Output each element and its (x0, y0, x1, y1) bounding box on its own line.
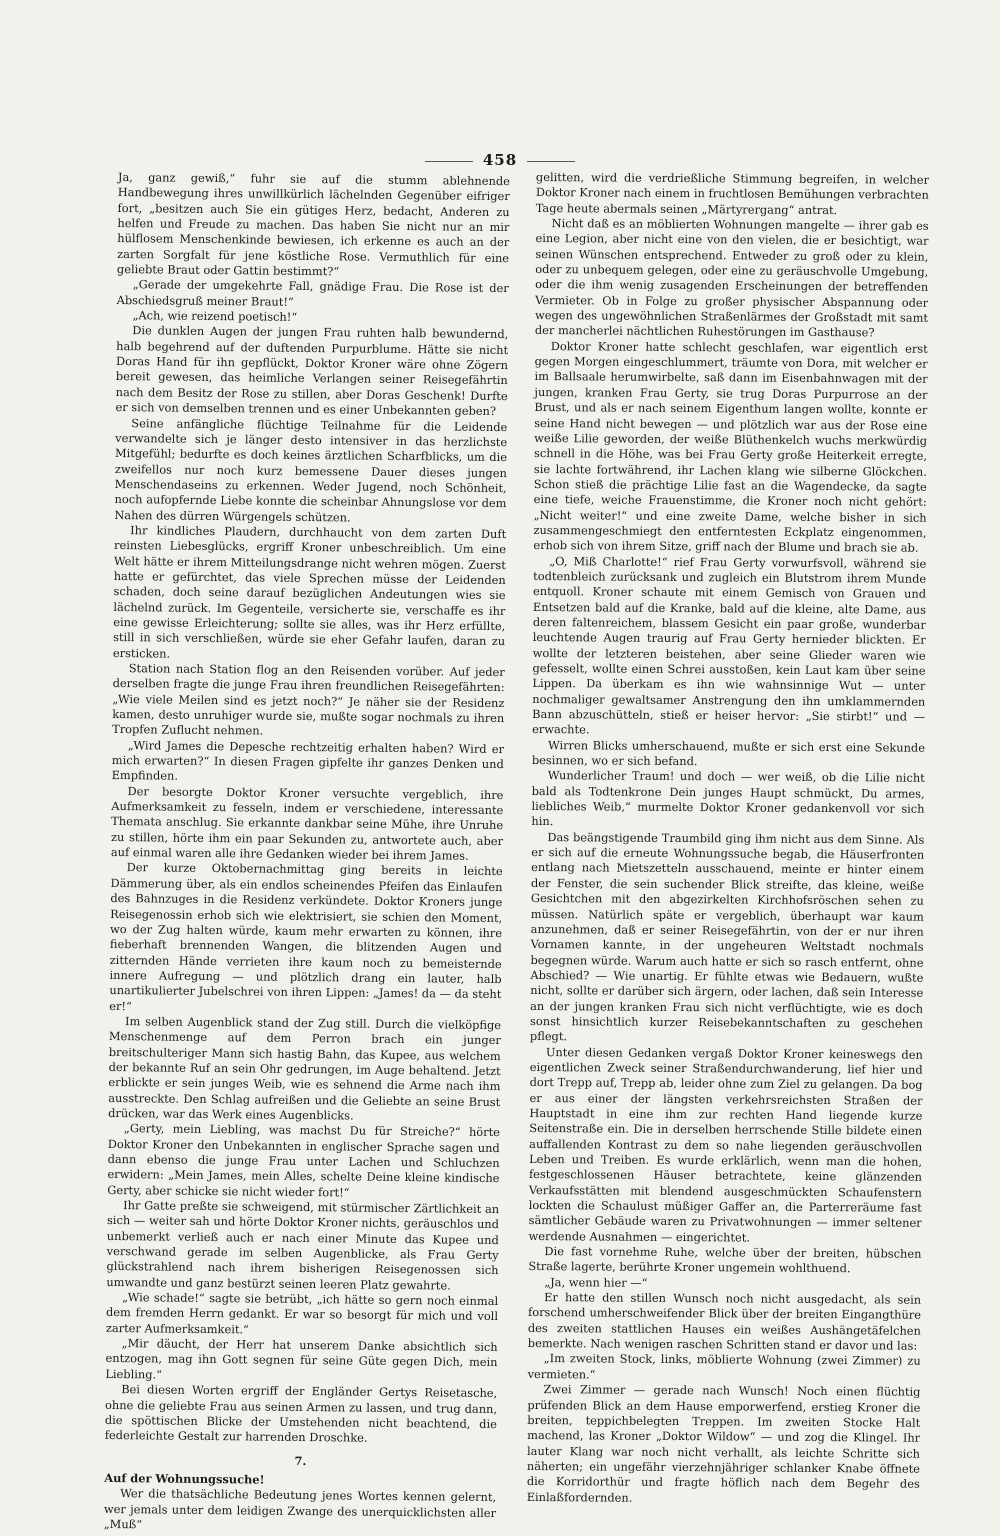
paragraph: Die fast vornehme Ruhe, welche über der breiten, hübschen Straße lagerte, berührte Kroner ungemein wohlthuend. (528, 1244, 922, 1276)
paragraph: Ihr kindliches Plaudern, durchhaucht von dem zarten Duft reinsten Liebesglücks, ergriff Kroner unbeschreiblich. Um eine Welt hätte er ihrem Mitteilungsdrange nicht wehren mögen. Zuerst hatte er gefürchtet, das viele Sprechen müsse der Leidenden schaden, doch seine darauf bezüglichen Andeutungen wies sie lächelnd zurück. Im Gegenteile, versicherte sie, verschaffe es ihr eine gewisse Erleichterung; sollte sie alles, was ihr Herz erfüllte, still in sich verschließen, würde sie eher Gefahr laufen, daran zu ersticken. (112, 523, 507, 661)
paragraph: „Gerade der umgekehrte Fall, gnädige Frau. Die Rose ist der Abschiedsgruß meiner Braut!“ (116, 277, 509, 309)
paragraph: Doktor Kroner hatte schlecht geschlafen, war eigentlich erst gegen Morgen eingeschlummert, träumte von Dora, mit welcher er im Ballsaale herumwirbelte, saß dann im Eisenbahnwagen mit der jungen, kranken Frau Gerty, sie trug Doras Purpurrose an der Brust, und als er nach seinem Eigenthum langen wollte, konnte er seine Hand nicht bewegen — und plötzlich war aus der Rose eine weiße Lilie geworden, der weiße Blüthenkelch wuchs merkwürdig schnell in die Höhe, was bei Frau Gerty große Heiterkeit erregte, sie lachte fortwährend, ihr Lachen klang wie silberne Glöckchen. Schon stieß die prächtige Lilie fast an die Wagendecke, da sagte eine tiefe, weiche Frauenstimme, die Kroner noch nicht gehört: „Nicht weiter!“ und eine zweite Dame, welche bisher in sich zusammengeschmiegt den entferntesten Eckplatz eingenommen, erhob sich von ihrem Sitze, griff nach der Blume und brach sie ab. (533, 338, 928, 555)
paragraph: Im selben Augenblick stand der Zug still. Durch die vielköpfige Menschenmenge auf dem Perron brach ein junger breitschulteriger Mann sich hastig Bahn, das Kupee, aus welchem der bekannte Ruf an sein Ohr gedrungen, im Auge behaltend. Jetzt erblickte er sein junges Weib, wie es sehnend die Arme nach ihm ausstreckte. Den Schlag aufreißen und die Geliebte an seine Brust drücken, war das Werk eines Augenblicks. (108, 1014, 502, 1123)
paragraph: Ja, ganz gewiß,“ fuhr sie auf die stumm ablehnende Handbewegung ihres unwillkürlich lächelnden Gegenüber eifriger fort, „besitzen auch Sie ein gütiges Herz, bedacht, Anderen zu helfen und Freude zu machen. Das haben Sie nicht nur an mir hülflosem Menschenkinde bewiesen, ich erkenne es auch an der zarten Sorgfalt für jene köstliche Rose. Vermuthlich für eine geliebte Braut oder Gattin bestimmt?“ (116, 170, 510, 279)
paragraph: Station nach Station flog an den Reisenden vorüber. Auf jeder derselben fragte die junge Frau ihren freundlichen Reisegefährten: „Wie viele Meilen sind es jetzt noch?“ Je näher sie der Residenz kamen, desto unruhiger wurde sie, mußte sogar nochmals zu ihren Tropfen Zuflucht nehmen. (112, 661, 505, 738)
paragraph: Das beängstigende Traumbild ging ihm nicht aus dem Sinne. Als er sich auf die erneute Wohnungssuche begab, die Häuserfronten entlang nach Mietszetteln ausschauend, meinte er hinter einem der Fenster, die sein suchender Blick streifte, das kleine, weiße Gesichtchen mit den abgezirkelten Kirchhofsröschen sehen zu müssen. Natürlich späte er vergeblich, überhaupt war kaum anzunehmen, daß er seiner Reisegefährtin, von der er nur ihren Vornamen kannte, in der ungeheuren Weltstadt nochmals begegnen würde. Warum auch hatte er sich so rasch entfernt, ohne Abschied? — Wie unartig. Er fühlte etwas wie Bedauern, wußte nicht, sollte er darüber sich ärgern, oder lachen, daß sein Interesse an der jungen kranken Frau sich nicht verflüchtigte, wie es doch sonst hinsichtlich kurzer Reisebekanntschaften zu geschehen pflegt. (529, 829, 925, 1044)
page-number: 458 (0, 151, 1000, 169)
paragraph: Wunderlicher Traum! und doch — wer weiß, ob die Lilie nicht bald als Todtenkrone Dein junges Haupt schmückt, Du armes, liebliches Weib,“ murmelte Doktor Kroner gedankenvoll vor sich hin. (531, 768, 925, 829)
right-column (526, 170, 929, 1505)
paragraph: Seine anfängliche flüchtige Teilnahme für die Leidende verwandelte sich je länger desto intensiver in das herzlichste Mitgefühl; bedurfte es doch keines ärztlichen Scharfblicks, um die zweifellos nur noch kurz bemessene Dauer dieses jungen Menschendaseins zu erkennen. Weder Jugend, noch Schönheit, noch aufopfernde Liebe konnte die scheinbar Ahnungslose vor dem Nahen des dürren Würgengels schützen. (114, 415, 508, 525)
paragraph: Er hatte den stillen Wunsch noch nicht ausgedacht, als sein forschend umherschweifender Blick über der breiten Eingangthüre des zweiten stattlichen Hauses ein weißes Aushängetäfelchen bemerkte. Nach wenigen raschen Schritten stand er davor und las: (527, 1290, 922, 1353)
paragraph: Unter diesen Gedanken vergaß Doktor Kroner keineswegs den eigentlichen Zweck seiner Straßendurchwanderung, lief hier und dort Trepp auf, Trepp ab, leider ohne zum Ziel zu gelangen. Da bog er aus einer der längsten verkehrsreichsten Straßen der Hauptstadt in eine ihm zur rechten Hand liegende kurze Seitenstraße ein. Die in derselben herrschende Stille bildete einen auffallenden Kontrast zu dem so nahe liegenden geräuschvollen Leben und Treiben. Es wurde erklärlich, wenn man die hohen, festgeschlossenen Häuser betrachtete, keine glänzenden Verkaufsstätten mit blendend ausgeschmückten Schaufenstern lockten die Schaulust müßiger Gaffer an, die Parterreräume fast sämtlicher Gebäude waren zu Privatwohnungen — immer seltener werdende Ausnahmen — eingerichtet. (528, 1044, 923, 1245)
paragraph: gelitten, wird die verdrießliche Stimmung begreifen, in welcher Doktor Kroner nach einem in fruchtlosen Bemühungen verbrachten Tage heute abermals seinen „Märtyrergang“ antrat. (535, 170, 929, 217)
paragraph: „Ja, wenn hier —“ (544, 1274, 648, 1290)
paragraph: Die dunklen Augen der jungen Frau ruhten halb bewundernd, halb begehrend auf der duftenden Purpurblume. Hätte sie nicht Doras Hand für ihn gepflückt, Doktor Kroner wäre ohne Zögern bereit gewesen, das heimliche Verlangen seiner Reisegefährtin nach dem Besitz der Rose zu stillen, aber Doras Geschenk! Durfte er sich von demselben trennen und es einer Unbekannten geben? (115, 323, 509, 419)
paragraph: „O, Miß Charlotte!“ rief Frau Gerty vorwurfsvoll, während sie todtenbleich zurücksank und zugleich ein Blutstrom ihrem Munde entquoll. Kroner schaute mit einem Gemisch von Grauen und Entsetzen bald auf die Kranke, bald auf die kleine, alte Dame, aus deren faltenreichem, blassem Gesicht ein paar große, wunderbar leuchtende Augen traurig auf Frau Gerty hernieder blickten. Er wollte der letzteren beistehen, aber seine Glieder waren wie gefesselt, wollte einen Schrei ausstoßen, kein Laut kam über seine Lippen. Da überkam es ihn wie wahnsinnige Wut — unter nochmaliger gewaltsamer Anstrengung den ihn umklammernden Bann abzuschütteln, stieß er heiser hervor: „Sie stirbt!“ und — erwachte. (532, 553, 927, 737)
paragraph: Wirren Blicks umherschauend, mußte er sich erst eine Sekunde besinnen, wo er sich befand. (531, 737, 926, 769)
paragraph: Der besorgte Doktor Kroner versuchte vergeblich, ihre Aufmerksamkeit zu fesseln, indem er verschiedene, interessante Themata anschlug. Sie erkannte dankbar seine Mühe, ihre Unruhe zu stillen, hörte ihm ein paar Sekunden zu, antwortete auch, aber auf einmal waren alle ihre Gedanken wieder bei ihrem James. (110, 783, 504, 863)
paragraph: Wer die thatsächliche Bedeutung jenes Wortes kennen gelernt, wer jemals unter dem leidigen Zwange des unerquicklichsten aller „Muß“ (103, 1486, 497, 1532)
paragraph: „Wie schade!“ sagte sie betrübt, „ich hätte so gern noch einmal dem fremden Herrn gedankt. Er war so besorgt für mich und voll zarter Aufmerksamkeit.“ (105, 1290, 499, 1337)
section-number: 7. (294, 1453, 307, 1468)
paragraph: „Ach, wie reizend poetisch!“ (132, 308, 298, 324)
paragraph: Ihr Gatte preßte sie schweigend, mit stürmischer Zärtlichkeit an sich — weiter sah und hörte Doktor Kroner nichts, geräuschlos und unbemerkt verließ auch er nach einer Minute das Kupee und verschwand gerade im selben Augenblicke, als Frau Gerty glückstrahlend nach ihrem bisherigen Reisegenossen sich umwandte und ganz bestürzt seinen leeren Platz gewahrte. (106, 1198, 500, 1293)
paragraph: Nicht daß es an möblierten Wohnungen mangelte — ihrer gab es eine Legion, aber nicht eine von den vielen, die er besichtigt, war seinen Wünschen entsprechend. Entweder zu groß oder zu klein, oder zu unbequem gelegen, oder eine zu geräuschvolle Umgebung, oder die ihm wenig zusagenden Erscheinungen der betreffenden Vermieter. Ob in Folge zu großer physischer Abspannung oder wegen des ungewöhnlichen Straßenlärmes der Großstadt mit samt der mancherlei nächtlichen Ruhestörungen im Gasthause? (534, 216, 929, 340)
paragraph: Zwei Zimmer — gerade nach Wunsch! Noch einen flüchtig prüfenden Blick an dem Hause emporwerfend, erstieg Kroner die breiten, teppichbelegten Treppen. Im zweiten Stocke Halt machend, las Kroner „Doktor Wildow“ — und zog die Klingel. Ihr lauter Klang war noch nicht verhallt, als leichte Schritte sich näherten; ein ungefähr vierzehnjähriger schlanker Knabe öffnete die Korridorthür und fragte höflich nach dem Begehr des Einlaßfordernden. (526, 1382, 921, 1505)
section-heading: Auf der Wohnungssuche! (104, 1470, 265, 1487)
left-column (103, 170, 510, 1532)
paragraph: „Mir däucht, der Herr hat unserem Danke absichtlich sich entzogen, mag ihn Gott segnen für seine Güte gegen Dich, mein Liebling.“ (105, 1336, 498, 1382)
paragraph: Bei diesen Worten ergriff der Engländer Gertys Reisetasche, ohne die geliebte Frau aus seinen Armen zu lassen, und trug dann, die spöttischen Blicke der Umstehenden nicht beachtend, die federleichte Gestalt zur harrenden Droschke. (104, 1382, 498, 1445)
paragraph: „Wird James die Depesche rechtzeitig erhalten haben? Wird er mich erwarten?“ In diesen Fragen gipfelte ihr ganzes Denken und Empfinden. (111, 737, 505, 784)
paragraph: „Gerty, mein Liebling, was machst Du für Streiche?“ hörte Doktor Kroner den Unbekannten in englischer Sprache sagen und dann ebenso die junge Frau unter Lachen und Schluchzen erwidern: „Mein James, mein Alles, schelte Deine kleine kindische Gerty, aber schicke sie nicht wieder fort!“ (107, 1121, 501, 1200)
paragraph: Der kurze Oktobernachmittag ging bereits in leichte Dämmerung über, als ein endlos scheinendes Pfeifen das Einlaufen des Bahnzuges in die Residenz verkündete. Doktor Kroners junge Reisegenossin erhob sich wie elektrisiert, sie schien den Moment, wo der Zug halten würde, kaum mehr erwarten zu können, ihre fieberhaft brennenden Wangen, die blitzenden Augen und zitternden Hände verrieten ihre kaum noch zu bemeisternde innere Aufregung — und plötzlich drang ein lauter, halb unartikulierter Jubelschrei von ihren Lippen: „James! da — da steht er!“ (109, 860, 503, 1013)
paragraph: „Im zweiten Stock, links, möblierte Wohnung (zwei Zimmer) zu vermieten.“ (527, 1351, 921, 1382)
